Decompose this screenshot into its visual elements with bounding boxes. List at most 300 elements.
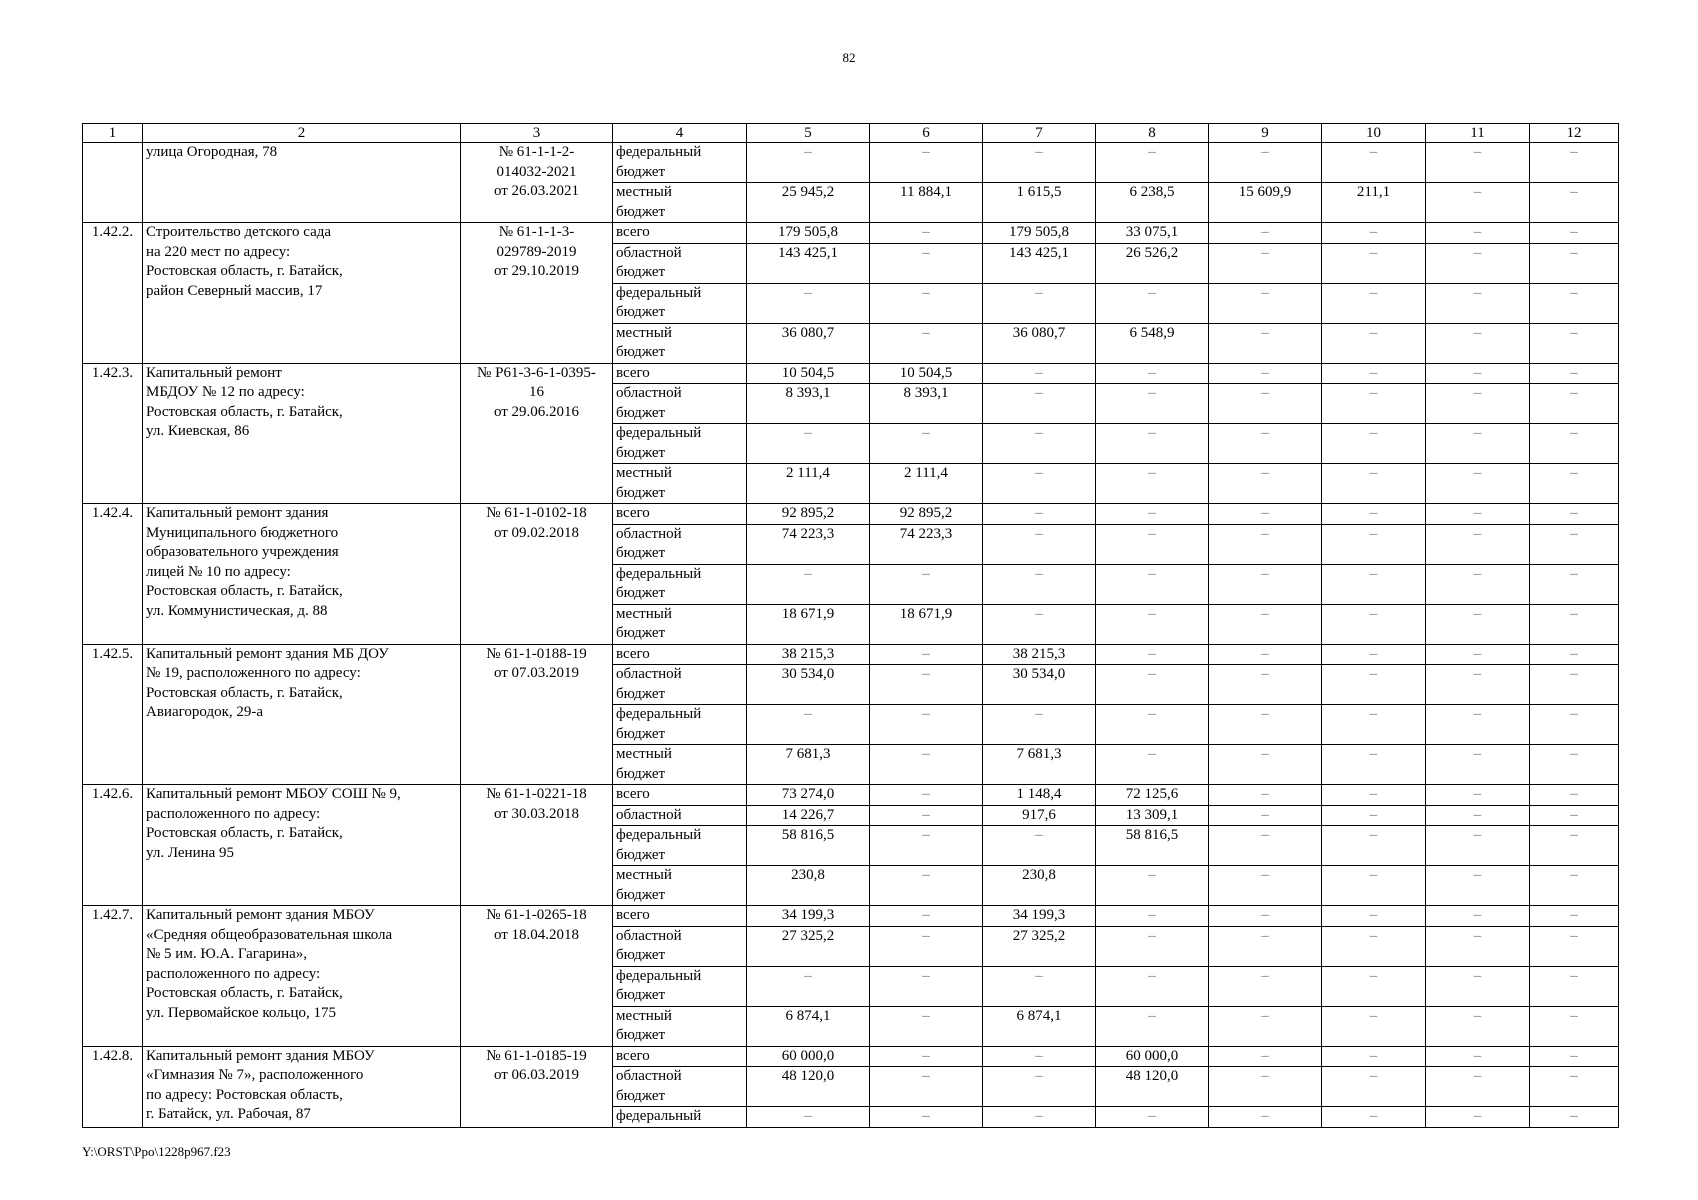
funding-source: всего bbox=[613, 363, 747, 384]
amount-cell: – bbox=[870, 705, 983, 745]
amount-cell: – bbox=[1096, 283, 1209, 323]
amount-cell: – bbox=[1322, 745, 1426, 785]
amount-cell: – bbox=[1209, 805, 1322, 826]
amount-cell: – bbox=[1209, 524, 1322, 564]
amount-cell: – bbox=[1096, 745, 1209, 785]
amount-cell: 60 000,0 bbox=[1096, 1046, 1209, 1067]
object-description: Капитальный ремонт здания МБОУ «Средняя общеобразовательная школа № 5 им. Ю.А. Гагарина», расположенного по адресу: Ростовская область, г. Батайск, ул. Первомайское кольцо, 175 bbox=[143, 906, 461, 1047]
amount-cell: 6 874,1 bbox=[747, 1006, 870, 1046]
amount-cell: 143 425,1 bbox=[983, 243, 1096, 283]
amount-cell: 230,8 bbox=[747, 866, 870, 906]
amount-cell: – bbox=[870, 644, 983, 665]
amount-cell: – bbox=[1096, 464, 1209, 504]
amount-cell: 7 681,3 bbox=[983, 745, 1096, 785]
funding-source: местный бюджет bbox=[613, 183, 747, 223]
amount-cell: – bbox=[1426, 464, 1530, 504]
amount-cell: – bbox=[1530, 1046, 1619, 1067]
table-row bbox=[83, 223, 1619, 244]
amount-cell: – bbox=[1426, 223, 1530, 244]
amount-cell: – bbox=[983, 705, 1096, 745]
amount-cell: – bbox=[1530, 183, 1619, 223]
funding-source: всего bbox=[613, 223, 747, 244]
funding-source: всего bbox=[613, 644, 747, 665]
amount-cell: 74 223,3 bbox=[870, 524, 983, 564]
funding-source: областной бюджет bbox=[613, 384, 747, 424]
amount-cell: – bbox=[870, 966, 983, 1006]
column-header: 4 bbox=[613, 124, 747, 143]
column-header: 9 bbox=[1209, 124, 1322, 143]
amount-cell: – bbox=[1209, 785, 1322, 806]
amount-cell: – bbox=[870, 785, 983, 806]
funding-source: федеральный бюджет bbox=[613, 966, 747, 1006]
funding-source: всего bbox=[613, 504, 747, 525]
amount-cell: 58 816,5 bbox=[747, 826, 870, 866]
amount-cell: – bbox=[1426, 966, 1530, 1006]
amount-cell: – bbox=[1209, 424, 1322, 464]
table-row bbox=[83, 504, 1619, 525]
amount-cell: – bbox=[1426, 1107, 1530, 1128]
column-header: 2 bbox=[143, 124, 461, 143]
amount-cell: – bbox=[1530, 705, 1619, 745]
amount-cell: – bbox=[1322, 143, 1426, 183]
amount-cell: – bbox=[1096, 424, 1209, 464]
amount-cell: – bbox=[870, 826, 983, 866]
footer-file-path: Y:\ORST\Ppo\1228p967.f23 bbox=[82, 1144, 231, 1159]
amount-cell: – bbox=[1530, 223, 1619, 244]
amount-cell: 6 548,9 bbox=[1096, 323, 1209, 363]
amount-cell: – bbox=[870, 424, 983, 464]
amount-cell: 36 080,7 bbox=[983, 323, 1096, 363]
amount-cell: – bbox=[983, 283, 1096, 323]
amount-cell: 27 325,2 bbox=[983, 926, 1096, 966]
document-reference: № 61-1-0221-18 от 30.03.2018 bbox=[461, 785, 613, 906]
amount-cell: – bbox=[870, 866, 983, 906]
amount-cell: 230,8 bbox=[983, 866, 1096, 906]
document-reference: № 61-1-0185-19 от 06.03.2019 bbox=[461, 1046, 613, 1127]
amount-cell: – bbox=[1530, 785, 1619, 806]
amount-cell: – bbox=[983, 966, 1096, 1006]
table-body bbox=[83, 143, 1619, 1128]
amount-cell: – bbox=[1322, 604, 1426, 644]
funding-source: всего bbox=[613, 1046, 747, 1067]
amount-cell: – bbox=[1096, 926, 1209, 966]
amount-cell: – bbox=[1530, 564, 1619, 604]
amount-cell: – bbox=[1426, 644, 1530, 665]
funding-source: всего bbox=[613, 785, 747, 806]
table-row bbox=[83, 143, 1619, 183]
column-header: 7 bbox=[983, 124, 1096, 143]
column-header: 10 bbox=[1322, 124, 1426, 143]
amount-cell: – bbox=[1530, 906, 1619, 927]
table-row bbox=[83, 785, 1619, 806]
amount-cell: – bbox=[1322, 323, 1426, 363]
amount-cell: – bbox=[1209, 323, 1322, 363]
amount-cell: – bbox=[983, 564, 1096, 604]
amount-cell: – bbox=[1209, 644, 1322, 665]
amount-cell: 2 111,4 bbox=[870, 464, 983, 504]
amount-cell: – bbox=[1426, 665, 1530, 705]
amount-cell: – bbox=[1322, 223, 1426, 244]
funding-source: федеральный бюджет bbox=[613, 283, 747, 323]
amount-cell: – bbox=[870, 1107, 983, 1128]
amount-cell: – bbox=[1426, 805, 1530, 826]
amount-cell: – bbox=[870, 1006, 983, 1046]
amount-cell: 8 393,1 bbox=[870, 384, 983, 424]
amount-cell: – bbox=[1209, 1006, 1322, 1046]
amount-cell: – bbox=[747, 564, 870, 604]
amount-cell: – bbox=[1096, 1107, 1209, 1128]
amount-cell: 74 223,3 bbox=[747, 524, 870, 564]
amount-cell: – bbox=[1322, 805, 1426, 826]
amount-cell: 18 671,9 bbox=[870, 604, 983, 644]
document-reference: № Р61-3-6-1-0395- 16 от 29.06.2016 bbox=[461, 363, 613, 504]
amount-cell: – bbox=[870, 906, 983, 927]
item-number: 1.42.5. bbox=[83, 644, 143, 785]
amount-cell: 18 671,9 bbox=[747, 604, 870, 644]
amount-cell: – bbox=[1426, 504, 1530, 525]
amount-cell: – bbox=[1426, 1046, 1530, 1067]
column-header: 6 bbox=[870, 124, 983, 143]
amount-cell: – bbox=[1530, 866, 1619, 906]
funding-source: областной бюджет bbox=[613, 1067, 747, 1107]
amount-cell: – bbox=[1096, 564, 1209, 604]
amount-cell: – bbox=[1096, 665, 1209, 705]
amount-cell: – bbox=[983, 464, 1096, 504]
amount-cell: – bbox=[1209, 966, 1322, 1006]
amount-cell: – bbox=[1209, 143, 1322, 183]
amount-cell: – bbox=[1209, 223, 1322, 244]
amount-cell: – bbox=[983, 524, 1096, 564]
table-row bbox=[83, 1046, 1619, 1067]
amount-cell: – bbox=[1322, 363, 1426, 384]
amount-cell: – bbox=[1530, 604, 1619, 644]
amount-cell: – bbox=[1322, 826, 1426, 866]
amount-cell: – bbox=[1209, 243, 1322, 283]
amount-cell: – bbox=[1426, 424, 1530, 464]
amount-cell: – bbox=[1322, 785, 1426, 806]
amount-cell: 92 895,2 bbox=[747, 504, 870, 525]
amount-cell: – bbox=[1530, 323, 1619, 363]
amount-cell: – bbox=[1322, 866, 1426, 906]
amount-cell: 30 534,0 bbox=[983, 665, 1096, 705]
column-header: 12 bbox=[1530, 124, 1619, 143]
amount-cell: – bbox=[1209, 826, 1322, 866]
amount-cell: – bbox=[1322, 384, 1426, 424]
amount-cell: – bbox=[1426, 826, 1530, 866]
amount-cell: – bbox=[1096, 866, 1209, 906]
funding-source: областной бюджет bbox=[613, 926, 747, 966]
amount-cell: – bbox=[1322, 243, 1426, 283]
amount-cell: – bbox=[983, 363, 1096, 384]
funding-source: областной бюджет bbox=[613, 243, 747, 283]
amount-cell: 179 505,8 bbox=[747, 223, 870, 244]
amount-cell: – bbox=[1426, 564, 1530, 604]
amount-cell: – bbox=[983, 604, 1096, 644]
amount-cell: 13 309,1 bbox=[1096, 805, 1209, 826]
amount-cell: 25 945,2 bbox=[747, 183, 870, 223]
amount-cell: – bbox=[1096, 644, 1209, 665]
amount-cell: – bbox=[983, 1067, 1096, 1107]
amount-cell: – bbox=[1530, 745, 1619, 785]
amount-cell: – bbox=[1530, 1107, 1619, 1128]
amount-cell: – bbox=[1322, 644, 1426, 665]
column-header: 5 bbox=[747, 124, 870, 143]
amount-cell: – bbox=[1426, 384, 1530, 424]
amount-cell: – bbox=[1426, 1067, 1530, 1107]
amount-cell: – bbox=[1322, 966, 1426, 1006]
funding-source: федеральный бюджет bbox=[613, 564, 747, 604]
amount-cell: – bbox=[870, 243, 983, 283]
amount-cell: – bbox=[1322, 926, 1426, 966]
column-header: 1 bbox=[83, 124, 143, 143]
amount-cell: – bbox=[1530, 384, 1619, 424]
amount-cell: – bbox=[1530, 524, 1619, 564]
amount-cell: 11 884,1 bbox=[870, 183, 983, 223]
table-row bbox=[83, 644, 1619, 665]
amount-cell: – bbox=[983, 826, 1096, 866]
amount-cell: – bbox=[747, 705, 870, 745]
amount-cell: – bbox=[747, 966, 870, 1006]
amount-cell: – bbox=[1426, 745, 1530, 785]
amount-cell: 27 325,2 bbox=[747, 926, 870, 966]
amount-cell: – bbox=[1530, 1006, 1619, 1046]
amount-cell: – bbox=[1096, 906, 1209, 927]
funding-source: местный бюджет bbox=[613, 323, 747, 363]
amount-cell: 33 075,1 bbox=[1096, 223, 1209, 244]
document-reference: № 61-1-1-3- 029789-2019 от 29.10.2019 bbox=[461, 223, 613, 364]
item-number: 1.42.6. bbox=[83, 785, 143, 906]
amount-cell: – bbox=[870, 1046, 983, 1067]
amount-cell: – bbox=[1530, 644, 1619, 665]
amount-cell: 30 534,0 bbox=[747, 665, 870, 705]
amount-cell: – bbox=[1209, 906, 1322, 927]
amount-cell: – bbox=[1322, 464, 1426, 504]
amount-cell: – bbox=[1209, 745, 1322, 785]
amount-cell: 8 393,1 bbox=[747, 384, 870, 424]
amount-cell: – bbox=[1426, 243, 1530, 283]
amount-cell: – bbox=[747, 143, 870, 183]
amount-cell: – bbox=[983, 143, 1096, 183]
funding-source: местный бюджет bbox=[613, 1006, 747, 1046]
amount-cell: – bbox=[870, 926, 983, 966]
amount-cell: – bbox=[1322, 705, 1426, 745]
amount-cell: – bbox=[1322, 424, 1426, 464]
item-number: 1.42.4. bbox=[83, 504, 143, 645]
amount-cell: – bbox=[1426, 143, 1530, 183]
amount-cell: – bbox=[1322, 1107, 1426, 1128]
object-description: Строительство детского сада на 220 мест по адресу: Ростовская область, г. Батайск, район Северный массив, 17 bbox=[143, 223, 461, 364]
amount-cell: 34 199,3 bbox=[983, 906, 1096, 927]
amount-cell: – bbox=[1426, 906, 1530, 927]
amount-cell: – bbox=[1322, 906, 1426, 927]
amount-cell: – bbox=[1322, 504, 1426, 525]
amount-cell: 2 111,4 bbox=[747, 464, 870, 504]
amount-cell: – bbox=[870, 665, 983, 705]
document-reference: № 61-1-0188-19 от 07.03.2019 bbox=[461, 644, 613, 785]
amount-cell: 58 816,5 bbox=[1096, 826, 1209, 866]
object-description: улица Огородная, 78 bbox=[143, 143, 461, 223]
amount-cell: – bbox=[1096, 143, 1209, 183]
column-header: 11 bbox=[1426, 124, 1530, 143]
amount-cell: 14 226,7 bbox=[747, 805, 870, 826]
amount-cell: 26 526,2 bbox=[1096, 243, 1209, 283]
amount-cell: – bbox=[1209, 283, 1322, 323]
amount-cell: – bbox=[1209, 1046, 1322, 1067]
item-number: 1.42.7. bbox=[83, 906, 143, 1047]
item-number bbox=[83, 143, 143, 223]
amount-cell: 7 681,3 bbox=[747, 745, 870, 785]
amount-cell: – bbox=[983, 1046, 1096, 1067]
table-row bbox=[83, 906, 1619, 927]
amount-cell: – bbox=[1209, 384, 1322, 424]
amount-cell: 92 895,2 bbox=[870, 504, 983, 525]
amount-cell: – bbox=[1322, 665, 1426, 705]
column-header: 8 bbox=[1096, 124, 1209, 143]
amount-cell: – bbox=[1209, 1107, 1322, 1128]
amount-cell: – bbox=[1209, 866, 1322, 906]
funding-source: местный бюджет bbox=[613, 604, 747, 644]
amount-cell: 15 609,9 bbox=[1209, 183, 1322, 223]
funding-source: всего bbox=[613, 906, 747, 927]
amount-cell: – bbox=[1096, 363, 1209, 384]
object-description: Капитальный ремонт МБДОУ № 12 по адресу: Ростовская область, г. Батайск, ул. Киевская, 86 bbox=[143, 363, 461, 504]
amount-cell: 211,1 bbox=[1322, 183, 1426, 223]
amount-cell: – bbox=[870, 745, 983, 785]
page-number: 82 bbox=[842, 50, 856, 65]
amount-cell: – bbox=[1426, 785, 1530, 806]
amount-cell: – bbox=[1426, 926, 1530, 966]
amount-cell: – bbox=[870, 805, 983, 826]
amount-cell: – bbox=[1209, 665, 1322, 705]
item-number: 1.42.8. bbox=[83, 1046, 143, 1127]
amount-cell: 73 274,0 bbox=[747, 785, 870, 806]
item-number: 1.42.3. bbox=[83, 363, 143, 504]
amount-cell: – bbox=[1209, 564, 1322, 604]
object-description: Капитальный ремонт здания МБОУ «Гимназия № 7», расположенного по адресу: Ростовская область, г. Батайск, ул. Рабочая, 87 bbox=[143, 1046, 461, 1127]
amount-cell: – bbox=[1096, 1006, 1209, 1046]
amount-cell: – bbox=[1322, 524, 1426, 564]
amount-cell: – bbox=[1426, 524, 1530, 564]
funding-source: федеральный бюджет bbox=[613, 143, 747, 183]
amount-cell: – bbox=[1426, 363, 1530, 384]
document-reference: № 61-1-0265-18 от 18.04.2018 bbox=[461, 906, 613, 1047]
amount-cell: – bbox=[1209, 604, 1322, 644]
amount-cell: – bbox=[1096, 604, 1209, 644]
funding-source: федеральный бюджет bbox=[613, 705, 747, 745]
amount-cell: 1 148,4 bbox=[983, 785, 1096, 806]
amount-cell: – bbox=[1426, 705, 1530, 745]
amount-cell: – bbox=[983, 384, 1096, 424]
amount-cell: – bbox=[1322, 564, 1426, 604]
amount-cell: – bbox=[1426, 604, 1530, 644]
amount-cell: – bbox=[747, 1107, 870, 1128]
funding-source: федеральный бюджет bbox=[613, 424, 747, 464]
document-reference: № 61-1-1-2- 014032-2021 от 26.03.2021 bbox=[461, 143, 613, 223]
amount-cell: 48 120,0 bbox=[747, 1067, 870, 1107]
amount-cell: – bbox=[1530, 363, 1619, 384]
amount-cell: – bbox=[870, 323, 983, 363]
funding-source: областной бюджет bbox=[613, 524, 747, 564]
amount-cell: – bbox=[1530, 826, 1619, 866]
amount-cell: – bbox=[1209, 504, 1322, 525]
amount-cell: – bbox=[1530, 283, 1619, 323]
funding-source: местный бюджет bbox=[613, 745, 747, 785]
amount-cell: – bbox=[1530, 504, 1619, 525]
amount-cell: 36 080,7 bbox=[747, 323, 870, 363]
amount-cell: – bbox=[747, 424, 870, 464]
amount-cell: – bbox=[1530, 926, 1619, 966]
amount-cell: 48 120,0 bbox=[1096, 1067, 1209, 1107]
amount-cell: – bbox=[1209, 1067, 1322, 1107]
amount-cell: – bbox=[1322, 1046, 1426, 1067]
amount-cell: 6 238,5 bbox=[1096, 183, 1209, 223]
amount-cell: – bbox=[1096, 384, 1209, 424]
amount-cell: 143 425,1 bbox=[747, 243, 870, 283]
funding-source: федеральный bbox=[613, 1107, 747, 1128]
amount-cell: – bbox=[1209, 705, 1322, 745]
funding-source: местный бюджет bbox=[613, 866, 747, 906]
amount-cell: 34 199,3 bbox=[747, 906, 870, 927]
amount-cell: 917,6 bbox=[983, 805, 1096, 826]
amount-cell: – bbox=[870, 223, 983, 244]
item-number: 1.42.2. bbox=[83, 223, 143, 364]
amount-cell: – bbox=[1426, 183, 1530, 223]
amount-cell: 179 505,8 bbox=[983, 223, 1096, 244]
amount-cell: 38 215,3 bbox=[983, 644, 1096, 665]
amount-cell: 60 000,0 bbox=[747, 1046, 870, 1067]
amount-cell: 38 215,3 bbox=[747, 644, 870, 665]
amount-cell: – bbox=[1530, 424, 1619, 464]
amount-cell: – bbox=[1322, 1006, 1426, 1046]
amount-cell: – bbox=[870, 1067, 983, 1107]
amount-cell: – bbox=[747, 283, 870, 323]
amount-cell: – bbox=[1096, 504, 1209, 525]
amount-cell: – bbox=[983, 424, 1096, 464]
amount-cell: – bbox=[1530, 464, 1619, 504]
amount-cell: – bbox=[1096, 966, 1209, 1006]
amount-cell: – bbox=[1322, 283, 1426, 323]
table-row bbox=[83, 363, 1619, 384]
amount-cell: – bbox=[1426, 283, 1530, 323]
amount-cell: – bbox=[870, 564, 983, 604]
column-header: 3 bbox=[461, 124, 613, 143]
funding-source: федеральный бюджет bbox=[613, 826, 747, 866]
amount-cell: – bbox=[870, 143, 983, 183]
amount-cell: – bbox=[1530, 966, 1619, 1006]
amount-cell: – bbox=[1209, 926, 1322, 966]
amount-cell: – bbox=[1209, 363, 1322, 384]
amount-cell: – bbox=[1530, 243, 1619, 283]
amount-cell: – bbox=[1209, 464, 1322, 504]
object-description: Капитальный ремонт здания Муниципального бюджетного образовательного учреждения лицей № 10 по адресу: Ростовская область, г. Батайск, ул. Коммунистическая, д. 88 bbox=[143, 504, 461, 645]
funding-source: областной бюджет bbox=[613, 665, 747, 705]
amount-cell: – bbox=[1426, 1006, 1530, 1046]
amount-cell: – bbox=[1426, 323, 1530, 363]
amount-cell: 6 874,1 bbox=[983, 1006, 1096, 1046]
amount-cell: 10 504,5 bbox=[870, 363, 983, 384]
header-row bbox=[83, 124, 1619, 143]
object-description: Капитальный ремонт МБОУ СОШ № 9, расположенного по адресу: Ростовская область, г. Батайск, ул. Ленина 95 bbox=[143, 785, 461, 906]
amount-cell: – bbox=[1530, 1067, 1619, 1107]
amount-cell: – bbox=[1530, 805, 1619, 826]
amount-cell: 10 504,5 bbox=[747, 363, 870, 384]
document-reference: № 61-1-0102-18 от 09.02.2018 bbox=[461, 504, 613, 645]
amount-cell: – bbox=[1530, 143, 1619, 183]
amount-cell: – bbox=[1096, 705, 1209, 745]
amount-cell: – bbox=[1096, 524, 1209, 564]
amount-cell: 1 615,5 bbox=[983, 183, 1096, 223]
amount-cell: – bbox=[1322, 1067, 1426, 1107]
